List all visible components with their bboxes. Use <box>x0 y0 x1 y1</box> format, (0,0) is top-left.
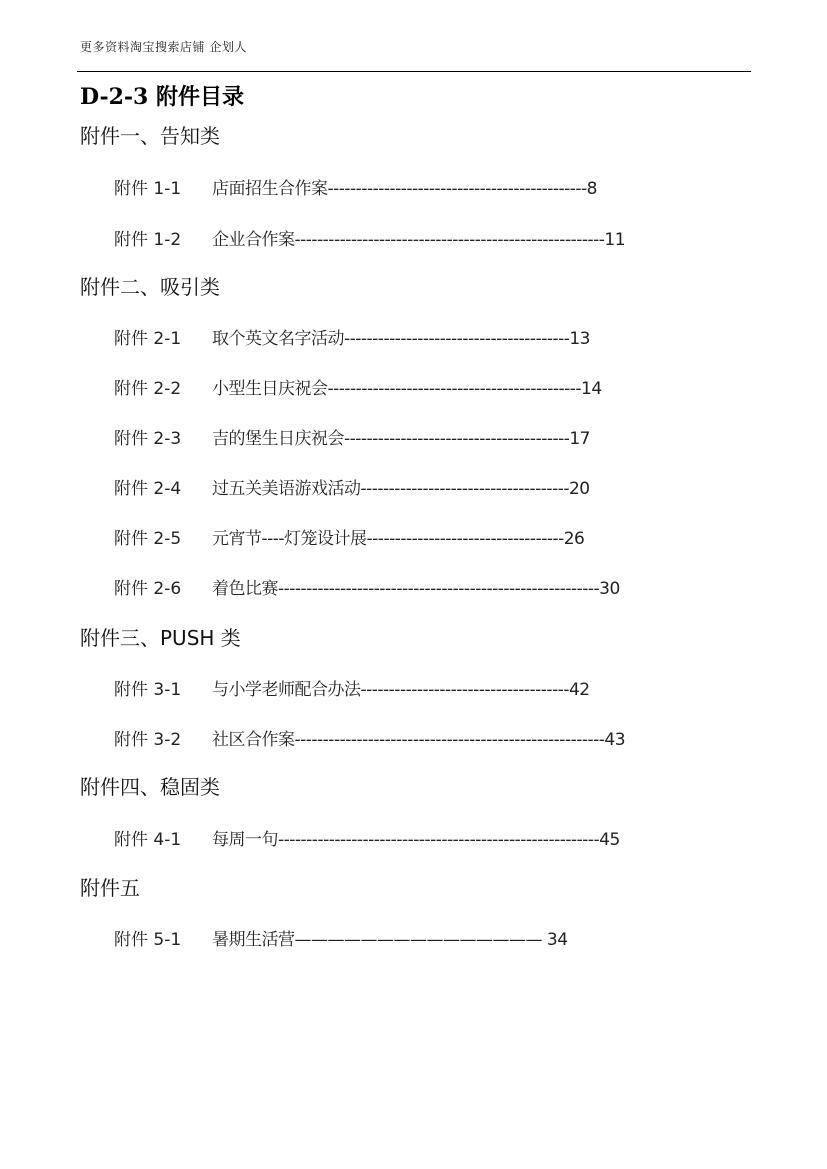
toc-entry-number: 附件 2-2 <box>114 379 182 399</box>
toc-entry <box>114 524 584 549</box>
toc-entry <box>114 324 590 349</box>
toc-entry-text: 社区合作案-------------------------------------------------------43 <box>212 730 626 750</box>
toc-entry <box>114 374 602 399</box>
toc-entry <box>114 225 625 250</box>
toc-entry-text: 小型生日庆祝会---------------------------------------------14 <box>212 379 602 399</box>
toc-entry-number: 附件 3-2 <box>114 730 182 750</box>
toc-entry-number: 附件 3-1 <box>114 680 182 700</box>
header-divider <box>77 71 751 72</box>
section-heading: 附件三、PUSH 类 <box>80 626 241 650</box>
toc-entry-text: 每周一句---------------------------------------------------------45 <box>212 830 620 850</box>
toc-entry-text: 暑期生活营——————————————— 34 <box>212 930 568 950</box>
toc-entry <box>114 825 620 850</box>
toc-entry-number: 附件 4-1 <box>114 830 182 850</box>
toc-entry-number: 附件 2-1 <box>114 329 182 349</box>
toc-entry-text: 企业合作案-------------------------------------------------------11 <box>212 230 626 250</box>
page-header-text: 更多资料淘宝搜索店铺 企划人 <box>80 40 247 54</box>
section-heading: 附件二、吸引类 <box>80 275 220 299</box>
toc-entry-text: 店面招生合作案----------------------------------------------8 <box>212 179 597 199</box>
toc-entry-number: 附件 1-1 <box>114 179 182 199</box>
toc-entry-text: 着色比赛---------------------------------------------------------30 <box>212 579 620 599</box>
toc-entry-number: 附件 1-2 <box>114 230 182 250</box>
toc-entry-number: 附件 2-3 <box>114 429 182 449</box>
toc-entry <box>114 474 590 499</box>
section-heading: 附件四、稳固类 <box>80 775 220 799</box>
toc-entry-text: 吉的堡生日庆祝会----------------------------------------17 <box>212 429 591 449</box>
toc-entry <box>114 725 625 750</box>
toc-entry-number: 附件 2-6 <box>114 579 182 599</box>
toc-entry-text: 与小学老师配合办法-------------------------------------42 <box>212 680 590 700</box>
toc-entry <box>114 925 568 950</box>
toc-entry <box>114 424 590 449</box>
toc-entry <box>114 574 620 599</box>
section-heading: 附件一、告知类 <box>80 124 220 148</box>
section-heading: 附件五 <box>80 876 140 900</box>
toc-entry-text: 元宵节----灯笼设计展-----------------------------------26 <box>212 529 585 549</box>
toc-entry-number: 附件 5-1 <box>114 930 182 950</box>
toc-entry-number: 附件 2-4 <box>114 479 182 499</box>
toc-entry <box>114 174 597 199</box>
toc-entry-text: 过五关美语游戏活动-------------------------------------20 <box>212 479 590 499</box>
toc-entry-number: 附件 2-5 <box>114 529 182 549</box>
toc-entry <box>114 675 590 700</box>
toc-entry-text: 取个英文名字活动----------------------------------------13 <box>212 329 591 349</box>
document-title: D-2-3 附件目录 <box>80 84 245 110</box>
